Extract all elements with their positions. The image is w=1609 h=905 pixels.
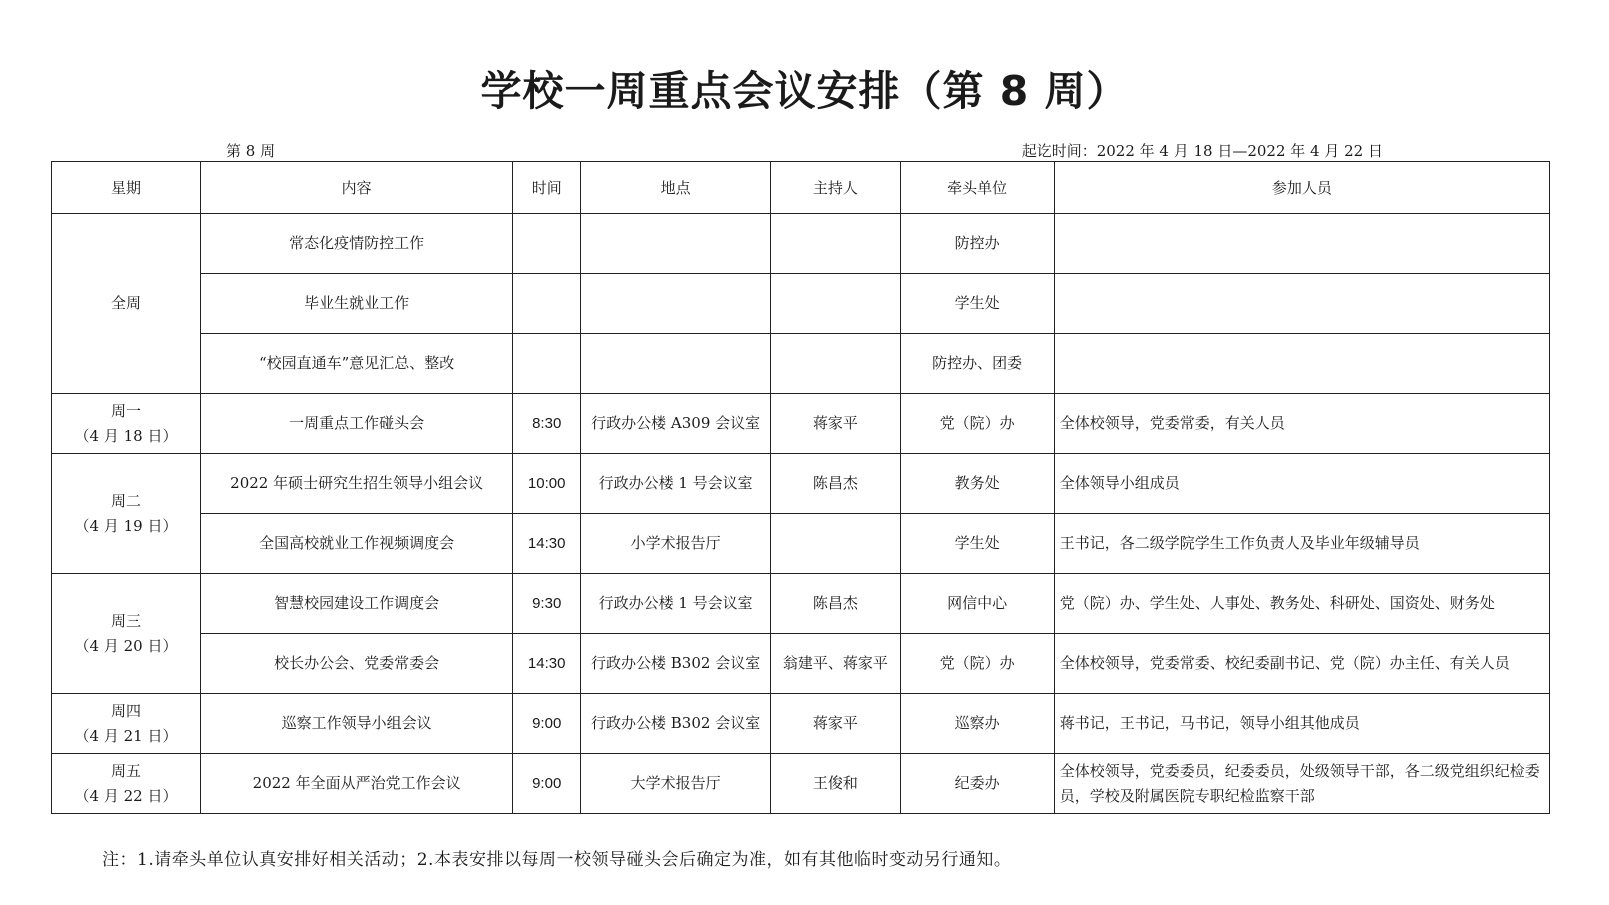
lead-unit-cell: 纪委办	[900, 754, 1054, 814]
time-cell	[513, 214, 581, 274]
place-cell: 行政办公楼 1 号会议室	[581, 454, 771, 514]
meeting-schedule-table	[51, 161, 1550, 814]
host-cell: 翁建平、蒋家平	[771, 634, 900, 694]
weekday-date: （4 月 21 日）	[74, 726, 178, 745]
weekday-name: 周五	[110, 761, 141, 780]
time-cell: 10:00	[513, 454, 581, 514]
table-row	[52, 634, 1550, 694]
weekday-cell	[52, 574, 201, 694]
time-cell: 9:30	[513, 574, 581, 634]
weekday-cell	[52, 754, 201, 814]
place-cell: 大学术报告厅	[581, 754, 771, 814]
table-row	[52, 274, 1550, 334]
attendees-cell: 蒋书记，王书记，马书记，领导小组其他成员	[1054, 694, 1549, 754]
lead-unit-cell: 学生处	[900, 514, 1054, 574]
time-cell: 14:30	[513, 514, 581, 574]
host-cell: 蒋家平	[771, 394, 900, 454]
header-attendees: 参加人员	[1054, 162, 1549, 214]
lead-unit-cell: 防控办	[900, 214, 1054, 274]
table-row	[52, 574, 1550, 634]
weekday-name: 周二	[110, 491, 141, 510]
time-cell: 9:00	[513, 694, 581, 754]
date-range: 起讫时间：2022 年 4 月 18 日—2022 年 4 月 22 日	[1021, 142, 1383, 160]
time-cell	[513, 274, 581, 334]
week-label: 第 8 周	[226, 142, 276, 160]
weekday-name: 全周	[110, 294, 141, 312]
attendees-cell: 王书记，各二级学院学生工作负责人及毕业年级辅导员	[1054, 514, 1549, 574]
weekday-date: （4 月 19 日）	[74, 516, 178, 535]
weekday-name: 周三	[110, 611, 141, 630]
place-cell	[581, 334, 771, 394]
place-cell: 行政办公楼 B302 会议室	[581, 694, 771, 754]
attendees-cell: 党（院）办、学生处、人事处、教务处、科研处、国资处、财务处	[1054, 574, 1549, 634]
header-lead-unit: 牵头单位	[900, 162, 1054, 214]
table-row	[52, 754, 1550, 814]
host-cell: 蒋家平	[771, 694, 900, 754]
time-cell: 9:00	[513, 754, 581, 814]
content-cell: 常态化疫情防控工作	[200, 214, 512, 274]
time-cell	[513, 334, 581, 394]
header-host: 主持人	[771, 162, 900, 214]
header-place: 地点	[581, 162, 771, 214]
attendees-cell: 全体校领导，党委常委，有关人员	[1054, 394, 1549, 454]
header-time: 时间	[513, 162, 581, 214]
content-cell: 2022 年硕士研究生招生领导小组会议	[200, 454, 512, 514]
host-cell	[771, 214, 900, 274]
attendees-cell	[1054, 274, 1549, 334]
header-weekday: 星期	[52, 162, 201, 214]
host-cell: 王俊和	[771, 754, 900, 814]
lead-unit-cell: 学生处	[900, 274, 1054, 334]
lead-unit-cell: 教务处	[900, 454, 1054, 514]
table-row	[52, 454, 1550, 514]
host-cell	[771, 274, 900, 334]
table-row	[52, 214, 1550, 274]
weekday-cell	[52, 694, 201, 754]
weekday-name: 周四	[110, 701, 141, 720]
host-cell	[771, 514, 900, 574]
place-cell: 行政办公楼 A309 会议室	[581, 394, 771, 454]
weekday-date: （4 月 20 日）	[74, 636, 178, 655]
content-cell: 一周重点工作碰头会	[200, 394, 512, 454]
lead-unit-cell: 巡察办	[900, 694, 1054, 754]
header-content: 内容	[200, 162, 512, 214]
content-cell: 全国高校就业工作视频调度会	[200, 514, 512, 574]
weekday-date: （4 月 22 日）	[74, 786, 178, 805]
host-cell: 陈昌杰	[771, 574, 900, 634]
content-cell: “校园直通车”意见汇总、整改	[200, 334, 512, 394]
content-cell: 2022 年全面从严治党工作会议	[200, 754, 512, 814]
weekday-date: （4 月 18 日）	[74, 426, 178, 445]
place-cell: 行政办公楼 B302 会议室	[581, 634, 771, 694]
lead-unit-cell: 网信中心	[900, 574, 1054, 634]
lead-unit-cell: 党（院）办	[900, 394, 1054, 454]
place-cell: 行政办公楼 1 号会议室	[581, 574, 771, 634]
attendees-cell	[1054, 214, 1549, 274]
weekday-cell	[52, 214, 201, 394]
weekday-name: 周一	[110, 401, 141, 420]
footnote: 注：1.请牵头单位认真安排好相关活动；2.本表安排以每周一校领导碰头会后确定为准，如有其他临时变动另行通知。	[102, 850, 1012, 870]
attendees-cell: 全体校领导，党委委员，纪委委员，处级领导干部，各二级党组织纪检委员，学校及附属医院专职纪检监察干部	[1054, 754, 1549, 814]
content-cell: 毕业生就业工作	[200, 274, 512, 334]
attendees-cell: 全体领导小组成员	[1054, 454, 1549, 514]
weekday-cell	[52, 394, 201, 454]
place-cell: 小学术报告厅	[581, 514, 771, 574]
table-row	[52, 394, 1550, 454]
table-row	[52, 334, 1550, 394]
host-cell	[771, 334, 900, 394]
weekday-cell	[52, 454, 201, 574]
time-cell: 8:30	[513, 394, 581, 454]
table-body	[52, 214, 1550, 814]
content-cell: 校长办公会、党委常委会	[200, 634, 512, 694]
attendees-cell	[1054, 334, 1549, 394]
page-title: 学校一周重点会议安排（第 8 周）	[480, 67, 1129, 115]
content-cell: 巡察工作领导小组会议	[200, 694, 512, 754]
place-cell	[581, 274, 771, 334]
host-cell: 陈昌杰	[771, 454, 900, 514]
attendees-cell: 全体校领导，党委常委、校纪委副书记、党（院）办主任、有关人员	[1054, 634, 1549, 694]
table-row	[52, 514, 1550, 574]
lead-unit-cell: 党（院）办	[900, 634, 1054, 694]
time-cell: 14:30	[513, 634, 581, 694]
lead-unit-cell: 防控办、团委	[900, 334, 1054, 394]
table-header-row	[52, 162, 1550, 214]
place-cell	[581, 214, 771, 274]
content-cell: 智慧校园建设工作调度会	[200, 574, 512, 634]
table-row	[52, 694, 1550, 754]
